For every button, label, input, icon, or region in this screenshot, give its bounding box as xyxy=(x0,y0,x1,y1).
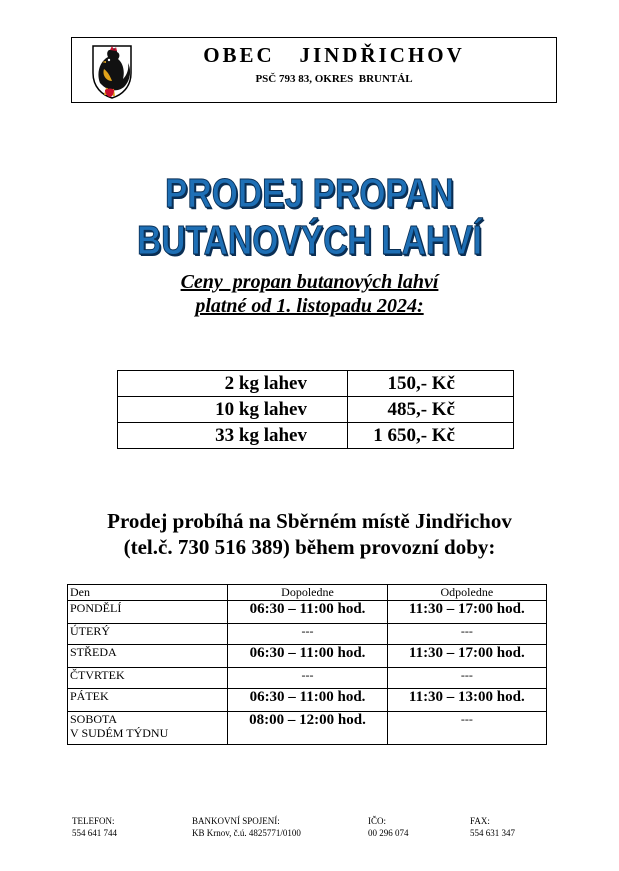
day-column-header: Den xyxy=(68,585,228,601)
village-name: OBEC JINDŘICHOV xyxy=(203,43,465,67)
bank-label: BANKOVNÍ SPOJENÍ: xyxy=(192,816,280,826)
morning-hours: --- xyxy=(228,668,387,689)
price-row xyxy=(118,371,514,397)
morning-hours: 06:30 – 11:00 hod. xyxy=(228,601,387,624)
hours-row xyxy=(68,712,547,745)
bottle-size: 33 kg lahev xyxy=(118,423,348,449)
prices-heading-line1: Ceny propan butanových lahví xyxy=(180,271,439,293)
bottle-price: 1 650,- Kč xyxy=(348,423,514,449)
sale-info xyxy=(0,508,619,560)
bank-value: KB Krnov, č.ú. 4825771/0100 xyxy=(192,828,301,838)
sale-info-line1: Prodej probíhá na Sběrném místě Jindřichov xyxy=(107,509,512,533)
morning-hours: --- xyxy=(228,624,387,645)
bottle-price: 150,- Kč xyxy=(348,371,514,397)
bottle-size: 10 kg lahev xyxy=(118,397,348,423)
day-name: PÁTEK xyxy=(68,689,228,712)
morning-hours: 06:30 – 11:00 hod. xyxy=(228,689,387,712)
afternoon-hours: --- xyxy=(387,624,546,645)
day-name xyxy=(68,712,228,745)
afternoon-hours: 11:30 – 13:00 hod. xyxy=(387,689,546,712)
hours-row xyxy=(68,645,547,668)
afternoon-hours: --- xyxy=(387,668,546,689)
day-name: PONDĚLÍ xyxy=(68,601,228,624)
fax-label: FAX: xyxy=(470,816,490,826)
day-name: ÚTERÝ xyxy=(68,624,228,645)
footer-phone xyxy=(72,815,117,839)
phone-value: 554 641 744 xyxy=(72,828,117,838)
hours-header-row xyxy=(68,585,547,601)
hours-row xyxy=(68,601,547,624)
morning-hours: 08:00 – 12:00 hod. xyxy=(228,712,387,745)
afternoon-hours: 11:30 – 17:00 hod. xyxy=(387,645,546,668)
morning-hours: 06:30 – 11:00 hod. xyxy=(228,645,387,668)
afternoon-hours: --- xyxy=(387,712,546,745)
footer-fax xyxy=(470,815,515,839)
price-table xyxy=(117,370,514,449)
prices-heading-line2: platné od 1. listopadu 2024: xyxy=(195,295,424,317)
footer-ico xyxy=(368,815,409,839)
day-name-line2: V SUDÉM TÝDNU xyxy=(70,726,169,740)
morning-column-header: Dopoledne xyxy=(228,585,387,601)
phone-label: TELEFON: xyxy=(72,816,115,826)
day-name-line1: SOBOTA xyxy=(70,712,118,726)
day-name: ČTVRTEK xyxy=(68,668,228,689)
price-row xyxy=(118,397,514,423)
hours-row xyxy=(68,668,547,689)
prices-heading xyxy=(0,270,619,318)
ico-label: IČO: xyxy=(368,816,386,826)
bottle-size: 2 kg lahev xyxy=(118,371,348,397)
footer-bank xyxy=(192,815,301,839)
price-row xyxy=(118,423,514,449)
day-name: STŘEDA xyxy=(68,645,228,668)
letterhead xyxy=(71,37,557,103)
opening-hours-table xyxy=(67,584,547,745)
hours-row xyxy=(68,624,547,645)
page-title: PRODEJ PROPAN BUTANOVÝCH LAHVÍ xyxy=(137,170,482,263)
hours-row xyxy=(68,689,547,712)
sale-info-line2: (tel.č. 730 516 389) během provozní doby: xyxy=(123,535,496,559)
fax-value: 554 631 347 xyxy=(470,828,515,838)
bottle-price: 485,- Kč xyxy=(348,397,514,423)
ico-value: 00 296 074 xyxy=(368,828,409,838)
afternoon-hours: 11:30 – 17:00 hod. xyxy=(387,601,546,624)
village-address: PSČ 793 83, OKRES BRUNTÁL xyxy=(255,73,413,85)
afternoon-column-header: Odpoledne xyxy=(387,585,546,601)
